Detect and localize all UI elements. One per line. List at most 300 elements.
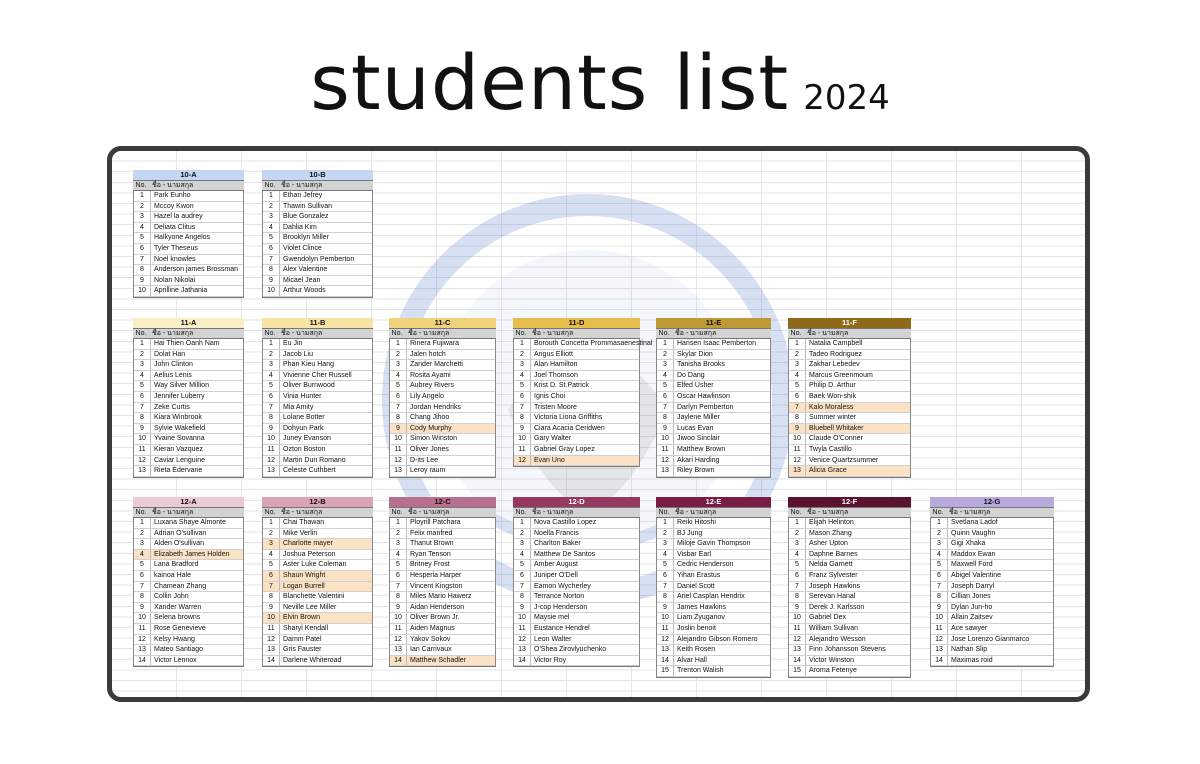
student-row	[263, 223, 372, 234]
student-name: Thanut Brown	[410, 540, 454, 548]
student-number: 8	[789, 413, 806, 423]
student-number: 7	[134, 255, 151, 265]
student-row	[390, 624, 495, 635]
student-number: 12	[390, 456, 407, 466]
student-number: 5	[789, 560, 806, 570]
student-name: Tyler Theseus	[154, 244, 198, 252]
student-row	[657, 656, 770, 667]
student-row	[931, 529, 1053, 540]
student-row	[789, 360, 910, 371]
student-number: 3	[134, 212, 151, 222]
student-row	[789, 666, 910, 677]
student-row	[931, 603, 1053, 614]
student-name: Eu Jin	[283, 340, 303, 347]
student-name: Logan Burrell	[283, 582, 325, 590]
student-number: 13	[931, 645, 948, 655]
student-row	[134, 371, 243, 382]
student-name: Vincent Kingston	[410, 582, 463, 590]
student-number: 10	[789, 434, 806, 444]
student-name: Neville Lee Miller	[283, 603, 337, 611]
student-number: 1	[789, 339, 806, 349]
student-number: 9	[514, 603, 531, 613]
student-number: 10	[263, 286, 280, 296]
student-row	[263, 571, 372, 582]
student-row	[390, 550, 495, 561]
student-row	[657, 456, 770, 467]
student-number: 4	[390, 550, 407, 560]
student-name: Terrance Norton	[534, 593, 585, 601]
student-number: 6	[390, 571, 407, 581]
class-name: 12-G	[930, 497, 1054, 507]
student-name: Joel Thomson	[534, 371, 578, 379]
student-row	[931, 571, 1053, 582]
student-row	[134, 202, 243, 213]
student-name: Keith Rosen	[677, 646, 716, 654]
student-name: Leroy raum	[410, 467, 446, 475]
student-name: Halkyone Angelos	[154, 234, 211, 242]
student-row	[657, 613, 770, 624]
student-row	[134, 276, 243, 287]
student-name: Chamean Zhang	[154, 582, 207, 590]
student-number: 4	[263, 223, 280, 233]
student-name: Jalen hotch	[410, 350, 446, 358]
student-row	[657, 635, 770, 646]
student-row	[390, 582, 495, 593]
student-name: Simon Winston	[410, 435, 458, 443]
student-number: 1	[657, 518, 674, 528]
column-header-row	[788, 507, 911, 518]
column-header-name: ชื่อ - นามสกุล	[152, 509, 194, 516]
class-name: 12-B	[262, 497, 373, 507]
student-row	[263, 645, 372, 656]
class-table-12-b	[262, 497, 373, 667]
student-number: 2	[514, 529, 531, 539]
student-row	[514, 613, 639, 624]
student-number: 1	[134, 339, 151, 349]
student-number: 14	[134, 656, 151, 666]
student-row	[390, 456, 495, 467]
student-number: 1	[390, 518, 407, 528]
student-row	[390, 445, 495, 456]
student-name: Oscar Hawlinson	[677, 392, 730, 400]
column-header-no: No.	[932, 509, 944, 516]
student-row	[134, 539, 243, 550]
student-row	[931, 539, 1053, 550]
student-name: Caviar Lenguine	[154, 456, 205, 464]
student-number: 9	[514, 424, 531, 434]
student-row	[931, 645, 1053, 656]
student-number: 9	[134, 276, 151, 286]
student-row	[134, 571, 243, 582]
student-number: 11	[263, 624, 280, 634]
student-number: 2	[789, 529, 806, 539]
student-number: 8	[390, 413, 407, 423]
student-number: 7	[263, 403, 280, 413]
student-name: John Clinton	[154, 361, 193, 369]
student-number: 2	[789, 350, 806, 360]
student-name: Twyla Castillo	[809, 445, 852, 453]
student-row	[134, 645, 243, 656]
student-number: 10	[134, 286, 151, 296]
student-name: Nelda Garnett	[809, 561, 853, 569]
student-number: 1	[134, 518, 151, 528]
student-row	[390, 466, 495, 477]
student-number: 9	[390, 424, 407, 434]
student-row	[134, 529, 243, 540]
student-number: 2	[390, 350, 407, 360]
student-number: 11	[657, 445, 674, 455]
student-row	[134, 550, 243, 561]
student-name: Do Dang	[677, 371, 705, 379]
student-row	[657, 518, 770, 529]
student-name: Mateo Santiago	[154, 646, 204, 654]
student-name: Sharyl Kendall	[283, 624, 329, 632]
student-number: 14	[514, 656, 531, 666]
column-header-no: No.	[264, 182, 276, 189]
student-row	[390, 381, 495, 392]
student-row	[789, 413, 910, 424]
student-name: Chang Jihoo	[410, 414, 450, 422]
student-row	[657, 424, 770, 435]
student-name: Rose Genevieve	[154, 624, 206, 632]
student-number: 1	[390, 339, 407, 349]
class-name: 12-F	[788, 497, 911, 507]
student-number: 14	[657, 656, 674, 666]
column-header-name: ชื่อ - นามสกุล	[675, 330, 717, 337]
student-name: Martin Dun Romano	[283, 456, 346, 464]
student-row	[789, 424, 910, 435]
student-row	[134, 413, 243, 424]
student-name: Tristen Moore	[534, 403, 577, 411]
student-name: Thawin Sullivan	[283, 202, 333, 210]
student-number: 5	[134, 560, 151, 570]
student-number: 10	[263, 434, 280, 444]
student-row	[657, 571, 770, 582]
student-row	[657, 666, 770, 677]
student-row	[390, 424, 495, 435]
student-row	[514, 518, 639, 529]
student-row	[390, 529, 495, 540]
student-number: 3	[789, 360, 806, 370]
student-number: 11	[789, 624, 806, 634]
student-row	[514, 456, 639, 467]
student-row	[134, 445, 243, 456]
student-name: Blue Gonzalez	[283, 213, 329, 221]
student-row	[789, 456, 910, 467]
student-number: 7	[789, 582, 806, 592]
student-number: 9	[931, 603, 948, 613]
student-row	[390, 434, 495, 445]
student-number: 13	[657, 466, 674, 476]
student-name: Quinn Vaughn	[951, 529, 996, 537]
student-number: 3	[390, 360, 407, 370]
student-row	[134, 255, 243, 266]
student-name: Daniel Scott	[677, 582, 715, 590]
student-number: 12	[263, 456, 280, 466]
student-number: 3	[514, 539, 531, 549]
student-number: 11	[931, 624, 948, 634]
student-name: Yakov Sokov	[410, 635, 451, 643]
student-row	[263, 582, 372, 593]
column-header-name: ชื่อ - นามสกุล	[408, 509, 450, 516]
student-number: 13	[134, 645, 151, 655]
student-name: Zeke Curtis	[154, 403, 190, 411]
student-number: 8	[263, 413, 280, 423]
student-row	[134, 223, 243, 234]
student-name: Maxwell Ford	[951, 561, 993, 569]
student-name: Daphne Barnes	[809, 550, 858, 558]
student-number: 12	[931, 635, 948, 645]
student-number: 4	[657, 550, 674, 560]
column-header-no: No.	[515, 509, 527, 516]
student-number: 5	[263, 233, 280, 243]
student-name: Blanchette Valentini	[283, 593, 345, 601]
student-number: 7	[390, 582, 407, 592]
student-number: 6	[789, 571, 806, 581]
student-name: Yihan Erastus	[677, 571, 721, 579]
student-name: Summer winter	[809, 414, 857, 422]
student-number: 10	[789, 613, 806, 623]
student-row	[789, 466, 910, 477]
student-row	[514, 635, 639, 646]
student-name: Jennifer Luberry	[154, 392, 205, 400]
student-number: 9	[789, 424, 806, 434]
student-number: 1	[263, 339, 280, 349]
column-header-name: ชื่อ - นามสกุล	[152, 182, 194, 189]
student-name: Victor Lennox	[154, 656, 197, 664]
student-row	[263, 550, 372, 561]
student-number: 5	[263, 381, 280, 391]
student-number: 13	[134, 466, 151, 476]
student-row	[263, 212, 372, 223]
student-name: Elijah Helinton	[809, 519, 854, 526]
student-name: D-its Lee	[410, 456, 439, 464]
column-header-name: ชื่อ - นามสกุล	[807, 330, 849, 337]
student-number: 8	[657, 413, 674, 423]
student-row	[931, 550, 1053, 561]
column-header-name: ชื่อ - นามสกุล	[949, 509, 991, 516]
student-name: Hazel la audrey	[154, 213, 203, 221]
column-header-row	[513, 507, 640, 518]
student-name: Alan Hamilton	[534, 361, 578, 369]
student-row	[789, 403, 910, 414]
student-row	[657, 434, 770, 445]
student-name: Bluebell Whitaker	[809, 424, 864, 432]
student-name: Zakhar Lebedev	[809, 361, 860, 369]
student-name: Kalo Moraless	[809, 403, 854, 411]
student-number: 12	[514, 635, 531, 645]
student-row	[263, 392, 372, 403]
student-name: Victor Roy	[534, 656, 567, 664]
student-name: Luxana Shaye Almonte	[154, 519, 226, 526]
student-number: 11	[263, 445, 280, 455]
student-name: Alejandro Wesson	[809, 635, 866, 643]
student-name: Ployrill Patchara	[410, 519, 461, 526]
student-name: Dohyun Park	[283, 424, 324, 432]
student-name: Aprilline Jathania	[154, 287, 208, 295]
student-row	[789, 539, 910, 550]
student-name: Mccoy Kwon	[154, 202, 194, 210]
student-name: Xander Warren	[154, 603, 202, 611]
student-number: 10	[657, 434, 674, 444]
student-row	[514, 339, 653, 350]
student-row	[514, 560, 639, 571]
student-name: Cody Murphy	[410, 424, 452, 432]
class-table-11-f	[788, 318, 911, 478]
student-row	[134, 244, 243, 255]
student-row	[263, 371, 372, 382]
student-name: Aster Luke Coleman	[283, 561, 347, 569]
student-row	[657, 550, 770, 561]
column-header-row	[262, 507, 373, 518]
column-header-no: No.	[135, 330, 147, 337]
student-name: Jacob Liu	[283, 350, 313, 358]
student-name: Vivienne Cher Russell	[283, 371, 352, 379]
student-name: Evan Uno	[534, 456, 565, 464]
student-number: 9	[134, 424, 151, 434]
student-name: Ariel Casplan Hendrix	[677, 593, 745, 601]
class-table-11-b	[262, 318, 373, 478]
student-number: 5	[657, 381, 674, 391]
student-number: 3	[263, 539, 280, 549]
student-row	[263, 603, 372, 614]
student-name: Jaylene Miller	[677, 414, 720, 422]
student-name: Nathan Slip	[951, 646, 988, 654]
student-row	[134, 624, 243, 635]
student-number: 8	[514, 413, 531, 423]
student-number: 4	[789, 550, 806, 560]
student-name: Lucas Evan	[677, 424, 714, 432]
student-name: Allain Zaitsev	[951, 614, 993, 622]
student-row	[263, 381, 372, 392]
student-name: Hai Thien Oanh Nam	[154, 340, 220, 347]
student-name: Aiden Magnus	[410, 624, 455, 632]
student-number: 11	[514, 624, 531, 634]
student-row	[134, 392, 243, 403]
column-header-name: ชื่อ - นามสกุล	[675, 509, 717, 516]
student-name: Collin John	[154, 593, 189, 601]
student-number: 4	[134, 223, 151, 233]
class-name: 11-C	[389, 318, 496, 328]
student-name: Miles Mario Hawerz	[410, 593, 472, 601]
student-number: 4	[514, 371, 531, 381]
student-number: 12	[134, 635, 151, 645]
student-number: 5	[514, 560, 531, 570]
page-title	[0, 38, 1200, 127]
student-name: Dylan Jun-ho	[951, 603, 993, 611]
student-row	[514, 603, 639, 614]
student-name: Svetlana Ladof	[951, 519, 998, 526]
student-number: 13	[263, 645, 280, 655]
student-row	[134, 582, 243, 593]
student-name: Damm Patel	[283, 635, 322, 643]
student-name: Victor Winston	[809, 656, 854, 664]
class-table-11-a	[133, 318, 244, 478]
student-row	[657, 582, 770, 593]
student-row	[657, 624, 770, 635]
student-name: Phan Kieu Hang	[283, 361, 334, 369]
student-name: James Hawkins	[677, 603, 727, 611]
student-row	[657, 339, 770, 350]
student-name: Riley Brown	[677, 467, 715, 475]
student-row	[263, 265, 372, 276]
student-name: Reiki Hitoshi	[677, 519, 716, 526]
student-number: 3	[657, 360, 674, 370]
column-header-no: No.	[391, 509, 403, 516]
column-header-row	[656, 507, 771, 518]
student-row	[390, 350, 495, 361]
student-name: Philip D. Arthur	[809, 382, 856, 390]
student-name: Gary Walter	[534, 435, 572, 443]
student-name: Liam Zyuganov	[677, 614, 725, 622]
student-name: Elvin Brown	[283, 614, 320, 622]
student-row	[789, 603, 910, 614]
student-name: Ian Carrivaux	[410, 646, 452, 654]
student-name: Charlton Baker	[534, 540, 581, 548]
student-name: Mason Zhang	[809, 529, 852, 537]
student-number: 10	[657, 613, 674, 623]
class-table-10-a	[133, 170, 244, 298]
student-name: Sylvie Wakefield	[154, 424, 206, 432]
student-name: Joseph Darryl	[951, 582, 995, 590]
student-row	[657, 603, 770, 614]
student-name: Lily Angelo	[410, 392, 444, 400]
student-name: Cedric Henderson	[677, 561, 734, 569]
student-name: Angus Elliott	[534, 350, 573, 358]
student-row	[390, 571, 495, 582]
student-row	[263, 276, 372, 287]
student-name: Jordan Hendriks	[410, 403, 461, 411]
student-number: 9	[134, 603, 151, 613]
student-number: 13	[390, 466, 407, 476]
column-header-name: ชื่อ - นามสกุล	[152, 330, 194, 337]
student-name: Gabriel Dex	[809, 614, 846, 622]
student-number: 5	[789, 381, 806, 391]
student-row	[789, 624, 910, 635]
student-name: Celeste Cuthbert	[283, 467, 336, 475]
student-number: 3	[390, 539, 407, 549]
student-row	[263, 592, 372, 603]
student-row	[514, 392, 639, 403]
column-header-row	[930, 507, 1054, 518]
student-number: 7	[263, 582, 280, 592]
student-number: 12	[514, 456, 531, 466]
student-name: Lolane Botter	[283, 414, 325, 422]
student-row	[514, 403, 639, 414]
student-row	[263, 244, 372, 255]
student-number: 11	[134, 445, 151, 455]
class-table-11-c	[389, 318, 496, 478]
student-number: 1	[263, 191, 280, 201]
class-table-12-g	[930, 497, 1054, 667]
student-row	[134, 592, 243, 603]
student-number: 6	[514, 392, 531, 402]
student-name: Matthew Brown	[677, 445, 726, 453]
student-number: 3	[134, 539, 151, 549]
student-row	[657, 539, 770, 550]
student-number: 8	[789, 592, 806, 602]
student-row	[789, 645, 910, 656]
class-name: 10-A	[133, 170, 244, 180]
student-name: Selena browns	[154, 614, 201, 622]
student-name: Trenton Walish	[677, 667, 724, 675]
student-row	[789, 550, 910, 561]
student-name: Dolat Han	[154, 350, 186, 358]
student-number: 12	[390, 635, 407, 645]
student-number: 8	[134, 592, 151, 602]
student-number: 2	[134, 350, 151, 360]
student-row	[514, 529, 639, 540]
